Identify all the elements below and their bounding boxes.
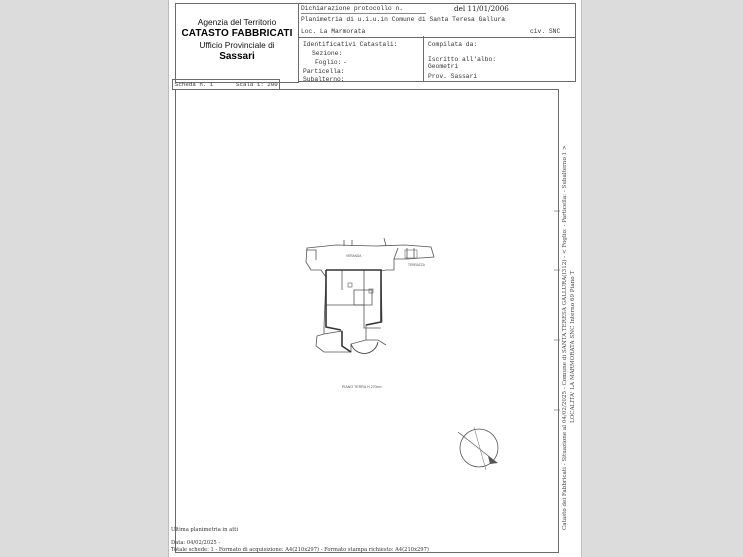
fixture xyxy=(348,283,352,287)
agency-office: Ufficio Provinciale di xyxy=(199,40,275,50)
totals-line: Totale schede: 1 - Formato di acquisizione: A4(210x297) - Formato stampa richiesto: A4(210x297) xyxy=(171,547,429,553)
parcel-label: Particella: xyxy=(303,68,345,75)
floor-label: PIANO TERRA H 270cm xyxy=(342,385,382,389)
sheet-label: Foglio: xyxy=(315,59,342,66)
side-line-2: LOCALITA' LA MARMORATA SNC Interno 69 Piano T xyxy=(570,270,576,423)
scale-label: Scala 1: 200 xyxy=(236,81,278,88)
agency-header xyxy=(175,3,299,83)
declaration-label: Dichiarazione protocollo n. xyxy=(301,5,404,12)
agency-title: CATASTO FABBRICATI xyxy=(181,28,293,39)
drawing-frame xyxy=(175,89,559,553)
province-label: Prov. Sassari xyxy=(428,73,478,80)
floor-plan-drawing xyxy=(176,90,558,552)
last-plan-note: Ultima planimetria in atti xyxy=(171,527,239,533)
agency-line1: Agenzia del Territorio xyxy=(197,17,277,27)
planimetria-label: Planimetria di u.i.u.in Comune di Santa Teresa Gallura xyxy=(301,16,506,23)
subordinate-label: Subalterno: xyxy=(303,76,345,83)
declaration-date: del 11/01/2006 xyxy=(454,4,509,13)
room-label-terrace: TERRAZZA xyxy=(408,263,425,267)
identifiers-title: Identificativi Catastali: xyxy=(303,41,398,48)
declaration-box xyxy=(298,3,576,38)
room-label-veranda: VERANDA xyxy=(346,254,362,258)
cadastral-sheet xyxy=(168,0,582,557)
civic-number: civ. SNC xyxy=(530,28,561,35)
date-line: Data: 04/02/2025 - xyxy=(171,540,221,546)
north-arrow xyxy=(458,427,498,470)
compiled-by-label: Compilata da: xyxy=(428,41,478,48)
divider xyxy=(301,13,426,14)
sheet-value: - xyxy=(343,59,347,66)
cadastral-identifiers xyxy=(298,36,424,82)
bay-window-arc xyxy=(351,342,378,353)
locality-label: Loc. La Marmorata xyxy=(301,28,366,35)
scheda-number: Scheda n. 1 xyxy=(175,81,214,88)
agency-city: Sassari xyxy=(219,51,255,62)
register-value: Geometri xyxy=(428,63,459,70)
side-metadata xyxy=(553,0,577,557)
side-line-1: Catasto dei Fabbricati - Situazione al 04/02/2025 - Comune di SANTA TERESA GALLURA(I312) - < Foglio: - Particella: - Subalterno 1 > xyxy=(562,145,568,530)
register-label: Iscritto all'albo: xyxy=(428,56,497,63)
section-label: Sezione: xyxy=(312,50,343,57)
